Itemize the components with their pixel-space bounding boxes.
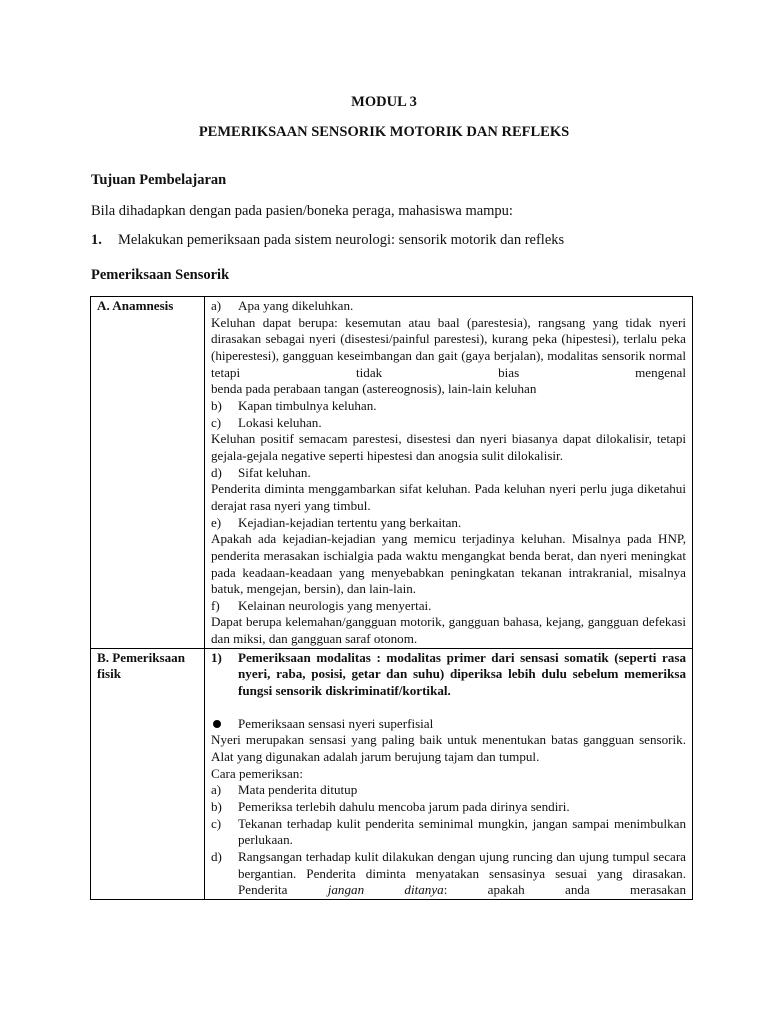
list-marker: d) <box>211 464 222 480</box>
list-item <box>211 298 686 315</box>
list-marker: b) <box>211 799 222 815</box>
list-item <box>211 398 686 415</box>
anamnesis-content <box>205 297 693 649</box>
row-label-physical-exam: B. Pemeriksaan fisik <box>91 648 205 899</box>
bullet-item <box>211 716 686 733</box>
list-marker: b) <box>211 397 222 413</box>
paragraph: benda pada perabaan tangan (astereognosis), lain-lain keluhan <box>211 381 537 397</box>
spacer <box>211 700 686 716</box>
list-item <box>211 650 686 700</box>
list-marker: a) <box>211 782 222 798</box>
list-marker: f) <box>211 597 220 613</box>
objective-item-1 <box>91 232 564 249</box>
table-row-physical-exam <box>91 648 693 899</box>
module-number: MODUL 3 <box>351 94 417 110</box>
list-marker: a) <box>211 298 222 313</box>
physical-exam-content <box>205 648 693 899</box>
list-text: Apa yang dikeluhkan. <box>238 298 354 313</box>
list-text: Pemeriksaan modalitas : modalitas primer dari sensasi somatik (seperti rasa nyeri, raba, posisi, getar dan suhu) diperiksa lebih dulu sebelum memeriksa fungsi sensorik diskriminatif/kortikal. <box>238 649 686 699</box>
list-text: Kejadian-kejadian tertentu yang berkaitan. <box>238 514 462 530</box>
list-marker: c) <box>211 815 222 831</box>
list-text: Mata penderita ditutup <box>238 782 358 798</box>
list-item <box>211 415 686 432</box>
list-text: Kelainan neurologis yang menyertai. <box>238 597 432 613</box>
paragraph: Nyeri merupakan sensasi yang paling baik untuk menentukan batas gangguan sensorik. Alat yang digunakan adalah jarum berujung tajam dan tumpul. <box>211 732 686 765</box>
objective-number: 1. <box>91 232 102 248</box>
document-title: PEMERIKSAAN SENSORIK MOTORIK DAN REFLEKS <box>198 124 570 140</box>
list-marker: 1) <box>211 649 222 665</box>
paragraph: Dapat berupa kelemahan/gangguan motorik, gangguan bahasa, kejang, gangguan defekasi dan miksi, dan gangguan saraf otonom. <box>211 614 686 647</box>
list-marker: e) <box>211 514 222 530</box>
bullet-text: Pemeriksaan sensasi nyeri superfisial <box>238 715 434 731</box>
method-heading: Cara pemeriksan: <box>211 765 303 781</box>
objective-intro: Bila dihadapkan dengan pada pasien/boneka peraga, mahasiswa mampu: <box>91 203 513 219</box>
list-item <box>211 465 686 482</box>
list-item <box>211 799 686 816</box>
list-item <box>211 849 686 899</box>
list-item <box>211 782 686 799</box>
list-text: Rangsangan terhadap kulit dilakukan dengan ujung runcing dan ujung tumpul secara bergantian. Penderita diminta menyatakan sensasinya sesuai yang dirasakan. Penderita jangan ditanya: apakah anda merasakan <box>238 849 687 898</box>
list-item <box>211 816 686 849</box>
list-text: Tekanan terhadap kulit penderita seminimal mungkin, jangan sampai menimbulkan perlukaan. <box>238 815 686 848</box>
table-row-anamnesis <box>91 297 693 649</box>
row-label-anamnesis: A. Anamnesis <box>91 297 205 649</box>
section-heading: Pemeriksaan Sensorik <box>91 267 230 283</box>
paragraph: Keluhan dapat berupa: kesemutan atau baal (parestesia), rangsang yang tidak nyeri dirasakan sebagai nyeri (disestesi/painful parestesi), kurang peka (hipestesi), terlalu peka (hiperestesi), gangguan keseimbangan dan gait (gaya berjalan), modalitas sensorik normal tetapi tidak bias mengenal <box>211 314 686 380</box>
objective-text: Melakukan pemeriksaan pada sistem neurologi: sensorik motorik dan refleks <box>118 232 565 248</box>
objective-heading: Tujuan Pembelajaran <box>91 172 227 188</box>
list-item <box>211 515 686 532</box>
list-text: Pemeriksa terlebih dahulu mencoba jarum pada dirinya sendiri. <box>238 799 570 815</box>
list-marker: d) <box>211 849 222 864</box>
emphasis-text: jangan ditanya <box>327 882 444 898</box>
paragraph: Keluhan positif semacam parestesi, disestesi dan nyeri biasanya dapat dilokalisir, tetapi gejala-gejala negative seperti hipestesi dan anogsia sulit dilokalisir. <box>211 431 686 463</box>
paragraph: Penderita diminta menggambarkan sifat keluhan. Pada keluhan nyeri perlu juga diketahui derajat rasa nyeri yang timbul. <box>211 481 686 513</box>
list-marker: c) <box>211 414 222 430</box>
sensory-exam-table <box>90 296 693 900</box>
list-text: Lokasi keluhan. <box>238 414 322 430</box>
list-text: Kapan timbulnya keluhan. <box>238 397 377 413</box>
list-text: Sifat keluhan. <box>238 464 311 480</box>
bullet-icon <box>213 720 221 728</box>
list-item <box>211 598 686 615</box>
paragraph: Apakah ada kejadian-kejadian yang memicu terjadinya keluhan. Misalnya pada HNP, penderita merasakan ischialgia pada waktu mengangkat benda berat, dan nyeri meningkat pada keadaan-keadaan yang menyebabkan peningkatan tekanan intrakranial, misalnya batuk, mengejan, bersin), dan lain-lain. <box>211 531 686 597</box>
